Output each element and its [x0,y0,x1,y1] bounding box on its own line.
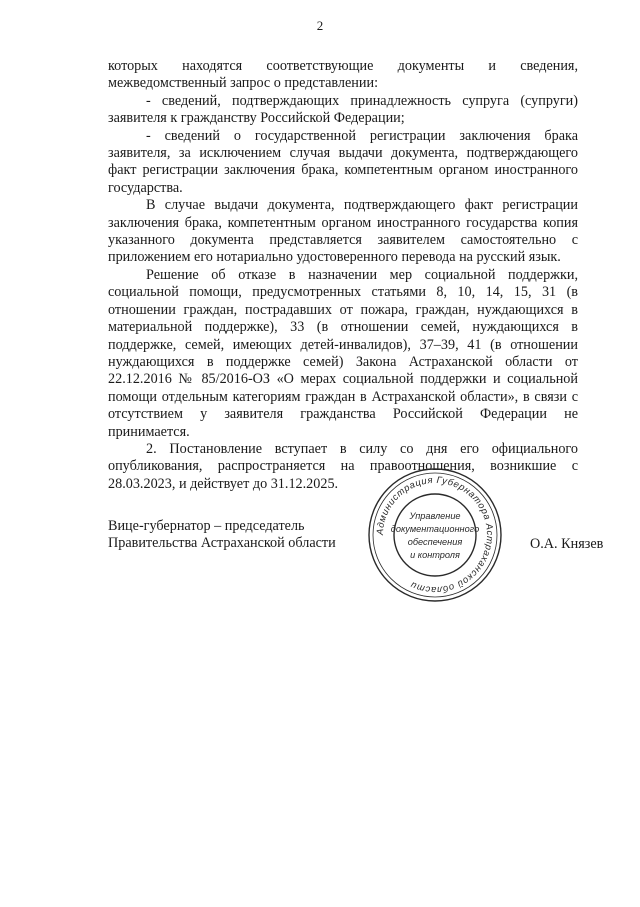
paragraph-6: 2. Постановление вступает в силу со дня его официального опубликования, распространяется на правоотношения, возникшие с 28.03.2023, и действует до 31.12.2025. [108,440,578,492]
signatory-position-line1: Вице-губернатор – председатель [108,518,305,534]
seal-center-line3: обеспечения [407,537,463,547]
seal-center-line2: документационного [390,524,480,534]
official-seal-stamp [366,466,504,604]
document-body [108,58,578,493]
seal-center-line4: и контроля [410,550,460,560]
seal-outer-ring [369,469,501,601]
page-number: 2 [316,18,324,33]
seal-ring-text: Администрация Губернатора Астраханской области [373,473,497,597]
seal-outer-ring-inner [373,473,497,597]
signatory-name: О.А. Князев [530,536,604,552]
seal-center-line1: Управление [409,511,461,521]
svg-text:Администрация Губернатора Астр [374,474,496,596]
seal-inner-ring [394,494,476,576]
paragraph-1: которых находятся соответствующие документы и сведения, межведомственный запрос о представлении: [108,58,578,92]
signatory-position [108,518,336,553]
paragraph-4: В случае выдачи документа, подтверждающего факт регистрации заключения брака, компетентным органом иностранного государства копия указанного документа представляется заявителем самостоятельно с приложением его нотариально удостоверенного перевода на русский язык. [108,197,578,266]
paragraph-2: - сведений, подтверждающих принадлежность супруга (супруги) заявителя к гражданству Российской Федерации; [108,92,578,127]
paragraph-3: - сведений о государственной регистрации заключения брака заявителя, за исключением случая выдачи документа, подтверждающего факт регистрации заключения брака, компетентным органом иностранного государства. [108,127,578,196]
signatory-position-line2: Правительства Астраханской области [108,535,336,552]
paragraph-5: Решение об отказе в назначении мер социальной поддержки, социальной помощи, предусмотренных статьями 8, 10, 14, 15, 31 (в отношении граждан, пострадавших от пожара, граждан, нуждающихся в материальной поддержке), 33 (в отношении семей, нуждающихся в поддержке, семей, имеющих детей-инвалидов), 37–39, 41 (в отношении нуждающихся в поддержке семей) Закона Астраханской области от 22.12.2016 № 85/2016-ОЗ «О мерах социальной поддержки и социальной помощи отдельным категориям граждан в Астраханской области», в связи с отсутствием у заявителя гражданства Российской Федерации не принимается. [108,266,578,440]
